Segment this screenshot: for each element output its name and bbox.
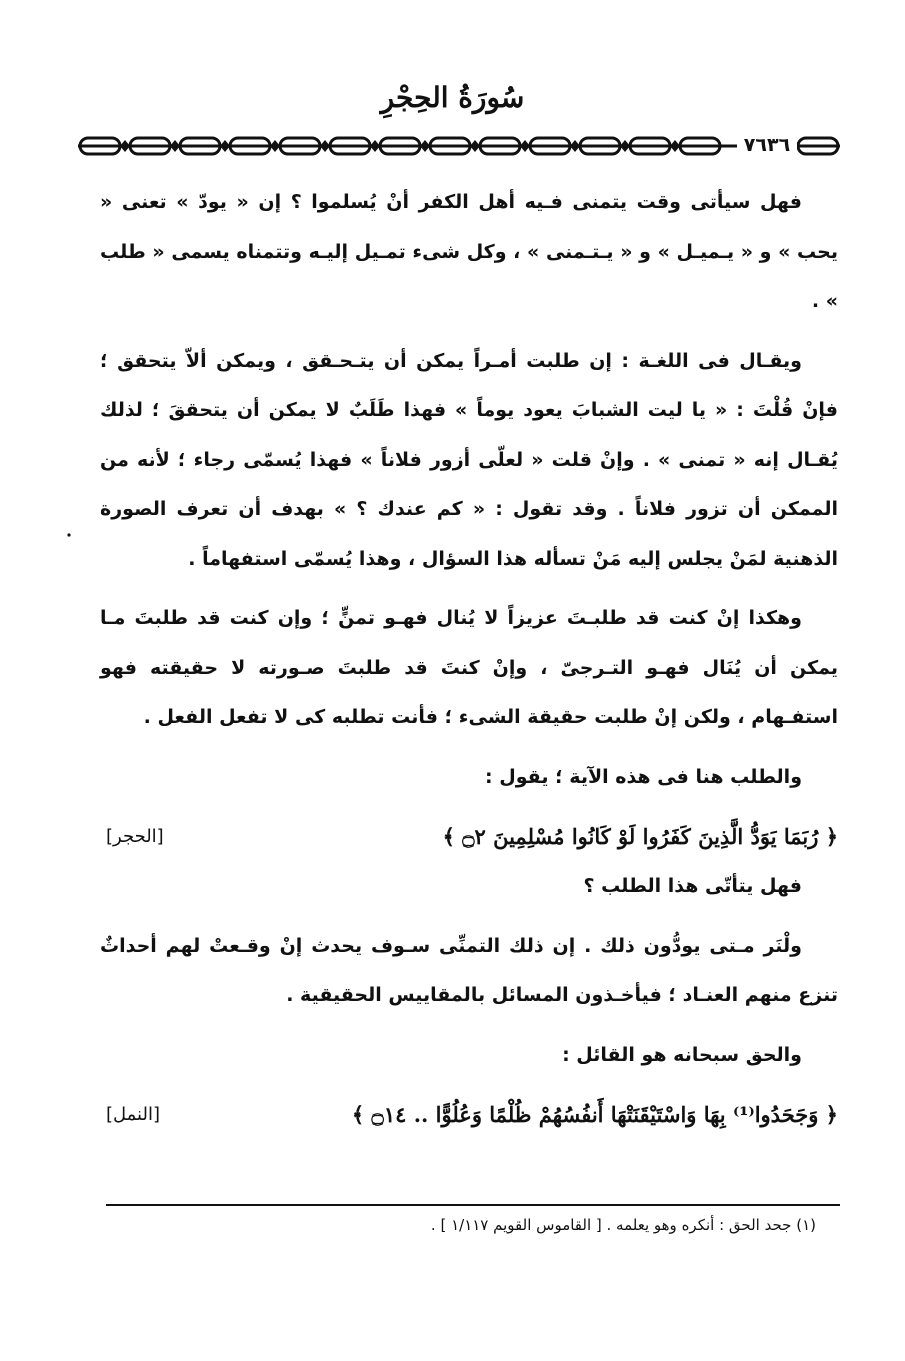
paragraph-2: ويقـال فى اللغـة : إن طلبت أمـراً يمكن أن يتـحـقق ، ويمكن ألاّ يتحقق ؛ فإنْ قُلْتَ : « يا ليت الشبابَ يعود يوماً » فهذا طَلَبٌ لا يمكن أن يتحققَ ؛ لذلك يُقـال إنه « تمنى » . وإنْ قلت « لعلّى أزور فلاناً » فهذا يُسمّى رجاء ؛ لأنه من الممكن أن تزور فلاناً . وقد تقول : « كم عندك ؟ » بهدف أن تعرف الصورة الذهنية لمَنْ يجلس إليه مَنْ تسأله هذا السؤال ، وهذا يُسمّى استفهاماً . — [100, 349, 838, 570]
quran-verse-1: ﴿ رُبَمَا يَوَدُّ الَّذِينَ كَفَرُوا لَوْ كَانُوا مُسْلِمِينَ ۝٢ ﴾ — [442, 824, 838, 849]
verse-reference-1: [الحجر] — [106, 826, 164, 847]
footnote: (١) جحد الحق : أنكره وهو يعلمه . [ القاموس القويم ١/١١٧ ] . — [430, 1216, 816, 1234]
surah-title: سُورَةُ الحِجْرِ — [380, 81, 525, 114]
paragraph-1: فهل سيأتى وقت يتمنى فـيه أهل الكفر أنْ يُسلموا ؟ إن « يودّ » تعنى « يحب » و « يـميـل » و « يـتـمنى » ، وكل شىء تمـيل إليـه وتتمناه يسمى « طلب » . — [100, 191, 838, 312]
margin-dot — [66, 532, 72, 538]
page-body — [100, 178, 838, 1140]
verse-row-2 — [100, 1090, 838, 1140]
quran-verse-2: ﴿ وَجَحَدُوا⁽¹⁾ بِهَا وَاسْتَيْقَنَتْهَا أَنفُسُهُمْ ظُلْمًا وَعُلُوًّا .. ۝١٤ ﴾ — [351, 1102, 838, 1127]
paragraph-4: ولْنَر مـتى يودُّون ذلك . إن ذلك التمنِّى سـوف يحدث إنْ وقـعتْ لهم أحداثٌ تنزع منهم العنـاد ؛ فيأخـذون المسائل بالمقاييس الحقيقية . — [100, 934, 838, 1006]
footnote-divider — [106, 1204, 840, 1206]
paragraph-3: وهكذا إنْ كنت قد طلبـتَ عزيزاً لا يُنال فهـو تمنٍّ ؛ وإن كنت قد طلبتَ مـا يمكن أن يُنَال فهـو التـرجىّ ، وإنْ كنتَ قد طلبتَ صـورته لا حقيقته فهو استفـهام ، ولكن إنْ طلبت حقيقة الشىء ؛ فأنت تطلبه كى لا تفعل الفعل . — [100, 607, 838, 728]
verse-row-1 — [100, 812, 838, 862]
question-line: فهل يتأتّى هذا الطلب ؟ — [583, 875, 802, 897]
intro-line-2: والحق سبحانه هو القائل : — [562, 1043, 802, 1066]
verse-reference-2: [النمل] — [106, 1104, 160, 1125]
intro-line: والطلب هنا فى هذه الآية ؛ يقول : — [485, 765, 802, 788]
page-number: ٧٦٣٦ — [737, 131, 797, 159]
ornamental-header-rule — [78, 133, 840, 159]
